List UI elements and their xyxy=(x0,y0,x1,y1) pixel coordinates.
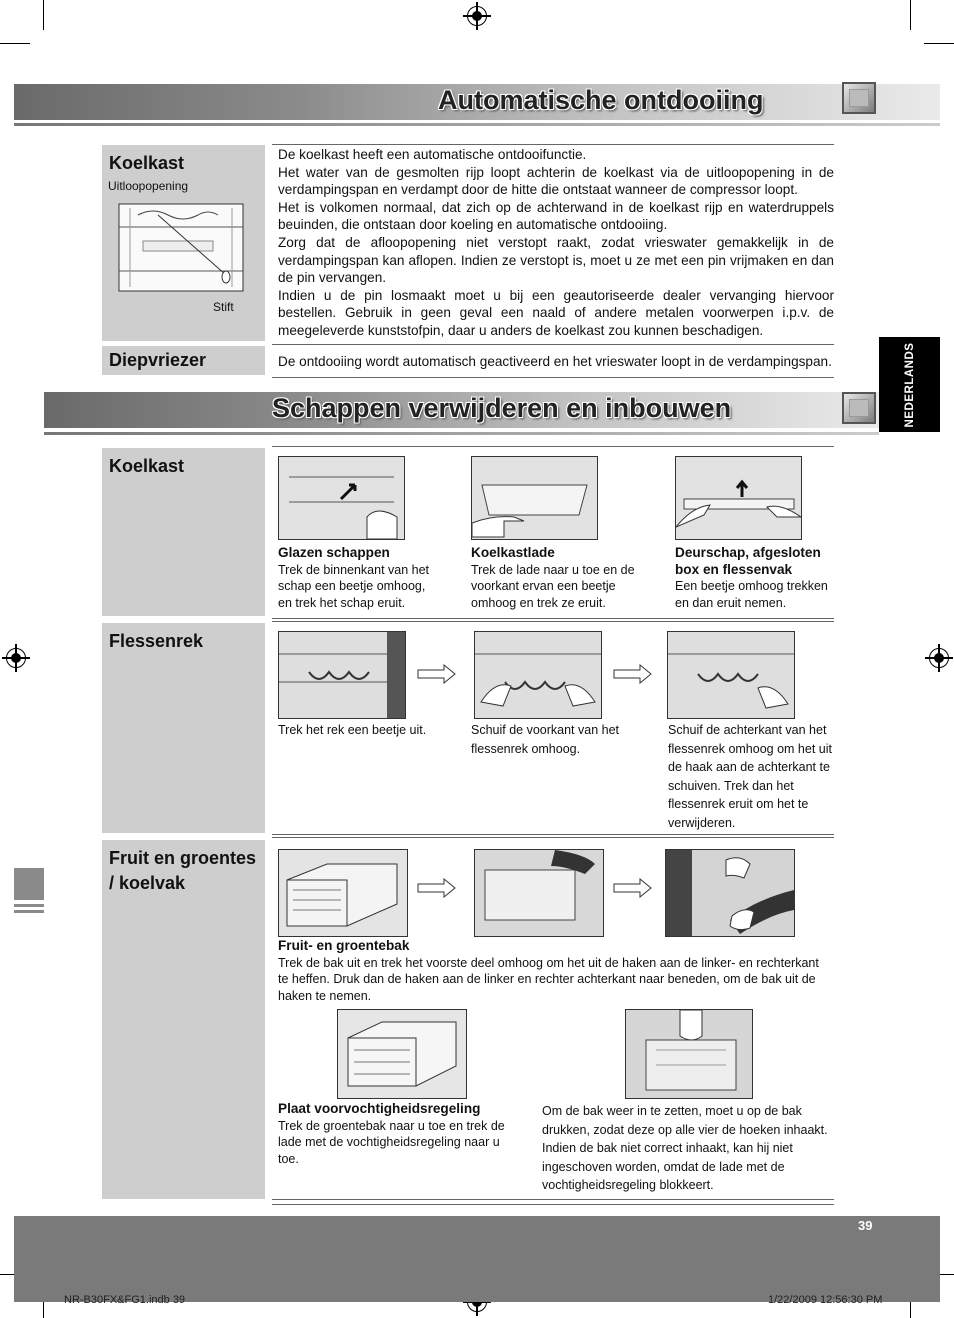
caption-glass-shelves xyxy=(278,545,438,611)
divider xyxy=(272,621,834,622)
caption-text: Trek de binnenkant van het schap een beetje omhoog, en trek het schap eruit. xyxy=(278,562,430,610)
figure-label-stift: Stift xyxy=(213,300,234,314)
title-square-icon xyxy=(842,82,876,114)
divider xyxy=(272,377,834,378)
margin-tab-block xyxy=(14,868,44,900)
defrost-koelkast-text xyxy=(278,146,834,340)
bottle-rack-step3-illustration xyxy=(667,631,795,719)
registration-mark-icon xyxy=(929,648,949,668)
registration-mark-icon xyxy=(6,648,26,668)
arrow-right-icon xyxy=(417,664,457,684)
file-slug: NR-B30FX&FG1.indb 39 xyxy=(64,1294,186,1306)
bottle-rack-step2-illustration xyxy=(474,631,602,719)
paragraph: Het water van de gesmolten rijp loopt achterin de koelkast via de uitloopopening in de verdampingspan en verdampt door de hitte die ontstaat wanneer de compressor loopt. xyxy=(278,164,834,198)
crisper-hooks-illustration xyxy=(665,849,795,937)
label-diepvriezer xyxy=(102,346,265,375)
bottle-rack-step1-illustration xyxy=(278,631,406,719)
humidity-plate-illustration xyxy=(337,1009,467,1099)
label-text: Flessenrek xyxy=(109,631,204,651)
divider xyxy=(272,837,834,838)
caption-humidity-plate xyxy=(278,1101,514,1167)
label-text: Koelkast xyxy=(109,456,185,476)
divider xyxy=(272,446,834,447)
fridge-drain-diagram xyxy=(118,203,244,293)
crop-mark xyxy=(0,43,30,44)
caption-text: Trek de groentebak naar u toe en trek de lade met de vochtigheidsregeling naar u toe. xyxy=(278,1118,505,1166)
paragraph: Zorg dat de afloopopening niet verstopt raakt, zodat vrieswater gemakkelijk in de verdampingspan kan aflopen. Indien ze verstopt is, moet u ze met een pin vrijmaken en dan de pin vervangen. xyxy=(278,234,834,286)
crop-mark xyxy=(924,43,954,44)
caption-text: Een beetje omhoog trekken en dan eruit nemen. xyxy=(675,579,828,610)
divider xyxy=(272,344,834,345)
door-shelf-illustration xyxy=(675,456,802,540)
bottle-rack-step1-text: Trek het rek een beetje uit. xyxy=(278,723,427,737)
language-side-tab xyxy=(879,337,940,432)
crisper-reinsert-illustration xyxy=(625,1009,753,1099)
caption-text: Trek de bak uit en trek het voorste deel omhoog om het uit de haken aan de linker- en rechterkant te heffen. Druk dan de haken aan de linker en rechter achterkant naar beneden, om de bak uit de haken te nemen. xyxy=(278,955,819,1003)
figure-label-uitloopopening: Uitloopopening xyxy=(108,179,189,193)
caption-title: Fruit- en groentebak xyxy=(278,938,410,953)
label-text: Koelkast xyxy=(109,153,185,173)
divider xyxy=(272,834,834,835)
crisper-lift-illustration xyxy=(474,849,604,937)
caption-drawer xyxy=(471,545,641,611)
caption-fruit-bak xyxy=(278,938,832,1004)
arrow-right-icon xyxy=(613,878,653,898)
label-fruit-groentes xyxy=(102,840,265,1199)
caption-door-shelf xyxy=(675,545,835,611)
paragraph: Het is volkomen normaal, dat zich op de achterwand in de koelkast rijp en waterdruppels beuinden, die ontstaan door koeling en automatische ontdooiing. xyxy=(278,199,834,233)
divider xyxy=(272,1204,834,1205)
timestamp-slug: 1/22/2009 12:56:30 PM xyxy=(768,1294,883,1306)
crisper-illustration xyxy=(278,849,408,937)
caption-title: Deurschap, afgesloten box en flessenvak xyxy=(675,545,821,577)
margin-tab-line xyxy=(14,904,44,907)
divider xyxy=(272,618,834,619)
page-number: 39 xyxy=(858,1218,873,1233)
reinsert-text: Om de bak weer in te zetten, moet u op de bak drukken, zodat deze op alle vier de hoeken inhaakt. Indien de bak niet correct inhaakt, kan hij niet ingeschoven worden, omdat de lade met de vochtigheidsregeling blokkeert. xyxy=(542,1104,828,1192)
margin-tab-line xyxy=(14,910,44,913)
title-square-icon xyxy=(842,392,876,424)
caption-title: Glazen schappen xyxy=(278,545,390,560)
bottle-rack-step3-text: Schuif de achterkant van het flessenrek omhoog om het uit de haak aan de achterkant te schuiven. Trek dan het flessenrek eruit om het te verwijderen. xyxy=(668,723,832,830)
label-koelkast-shelves xyxy=(102,448,265,616)
crop-mark xyxy=(43,0,44,30)
caption-title: Plaat voorvochtigheidsregeling xyxy=(278,1101,481,1116)
caption-text: Trek de lade naar u toe en de voorkant ervan een beetje omhoog en trek ze eruit. xyxy=(471,562,635,610)
label-flessenrek xyxy=(102,623,265,833)
caption-title: Koelkastlade xyxy=(471,545,555,560)
glass-shelf-illustration xyxy=(278,456,405,540)
section-title-defrost: Automatische ontdooiing xyxy=(438,85,764,115)
arrow-right-icon xyxy=(613,664,653,684)
label-text: Fruit en groentes / koelvak xyxy=(109,848,257,893)
divider xyxy=(272,1199,834,1200)
crop-mark xyxy=(910,0,911,30)
side-tab-text: NEDERLANDS xyxy=(903,342,916,427)
bottle-rack-step2-text: Schuif de voorkant van het flessenrek omhoog. xyxy=(471,723,620,756)
arrow-right-icon xyxy=(417,878,457,898)
label-text: Diepvriezer xyxy=(109,350,207,370)
section-header-underline xyxy=(14,123,940,126)
paragraph: De koelkast heeft een automatische ontdooifunctie. xyxy=(278,147,587,162)
label-koelkast-defrost xyxy=(102,145,265,341)
paragraph: Indien u de pin losmaakt moet u bij een geautoriseerde dealer vervanging hiervoor bestellen. Gebruik in geen geval een naald of andere metalen voorwerpen i.p.v. de meegeleverde kunststofpin, daar u anders de koelkast zou kunnen beschadigen. xyxy=(278,287,834,338)
section-title-shelves: Schappen verwijderen en inbouwen xyxy=(272,393,732,423)
page-footer xyxy=(14,1216,940,1302)
registration-mark-icon xyxy=(467,6,487,26)
drawer-illustration xyxy=(471,456,598,540)
divider xyxy=(272,144,834,145)
section-header-underline xyxy=(44,432,879,435)
defrost-diepvriezer-text: De ontdooiing wordt automatisch geactiveerd en het vrieswater loopt in de verdampingspan. xyxy=(278,354,832,369)
